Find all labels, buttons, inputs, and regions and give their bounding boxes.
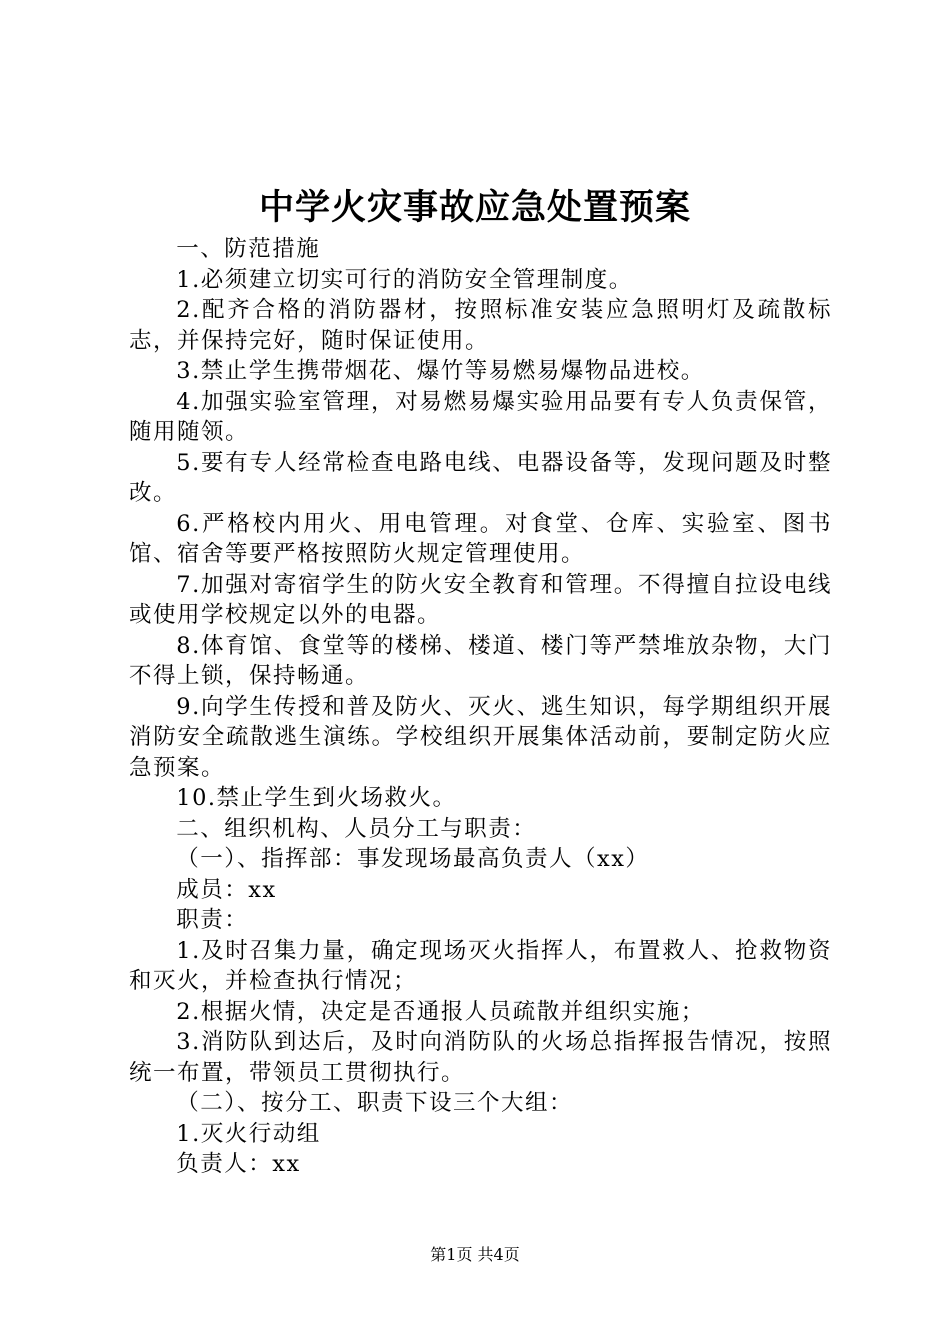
list-item: 1.及时召集力量，确定现场灭火指挥人，布置救人、抢救物资和灭火，并检查执行情况； <box>129 937 832 994</box>
duties-label: 职责： <box>176 907 249 933</box>
page-number-footer: 第1页 共4页 <box>430 1245 520 1264</box>
list-item: 4.加强实验室管理，对易燃易爆实验用品要有专人负责保管，随用随领。 <box>129 388 832 445</box>
list-item: 10.禁止学生到火场救火。 <box>176 785 457 811</box>
list-item: 2.配齐合格的消防器材，按照标准安装应急照明灯及疏散标志，并保持完好，随时保证使用。 <box>129 297 832 354</box>
document-title: 中学火灾事故应急处置预案 <box>258 187 691 228</box>
document-body <box>129 234 832 1180</box>
list-item: 5.要有专人经常检查电路电线、电器设备等，发现问题及时整改。 <box>129 449 832 506</box>
list-item: 7.加强对寄宿学生的防火安全教育和管理。不得擅自拉设电线或使用学校规定以外的电器。 <box>129 571 832 628</box>
list-item: 3.消防队到达后，及时向消防队的火场总指挥报告情况，按照统一布置，带领员工贯彻执行。 <box>129 1029 832 1086</box>
section-heading: 一、防范措施 <box>176 236 321 262</box>
responsible-person-line: 负责人：xx <box>176 1151 301 1177</box>
subsection-heading: （二）、按分工、职责下设三个大组： <box>176 1090 574 1116</box>
section-heading: 二、组织机构、人员分工与职责： <box>176 815 537 842</box>
group-title: 1.灭火行动组 <box>176 1120 321 1147</box>
list-item: 2.根据火情，决定是否通报人员疏散并组织实施； <box>176 998 705 1025</box>
list-item: 3.禁止学生携带烟花、爆竹等易燃易爆物品进校。 <box>176 358 705 384</box>
members-line: 成员：xx <box>176 876 277 903</box>
list-item: 1.必须建立切实可行的消防安全管理制度。 <box>176 266 633 293</box>
list-item: 9.向学生传授和普及防火、灭火、逃生知识，每学期组织开展消防安全疏散逃生演练。学校组织开展集体活动前，要制定防火应急预案。 <box>129 693 832 781</box>
subsection-heading: （一）、指挥部：事发现场最高负责人（xx） <box>176 846 650 872</box>
list-item: 6.严格校内用火、用电管理。对食堂、仓库、实验室、图书馆、宿舍等要严格按照防火规定管理使用。 <box>129 510 832 567</box>
list-item: 8.体育馆、食堂等的楼梯、楼道、楼门等严禁堆放杂物，大门不得上锁，保持畅通。 <box>129 632 832 689</box>
